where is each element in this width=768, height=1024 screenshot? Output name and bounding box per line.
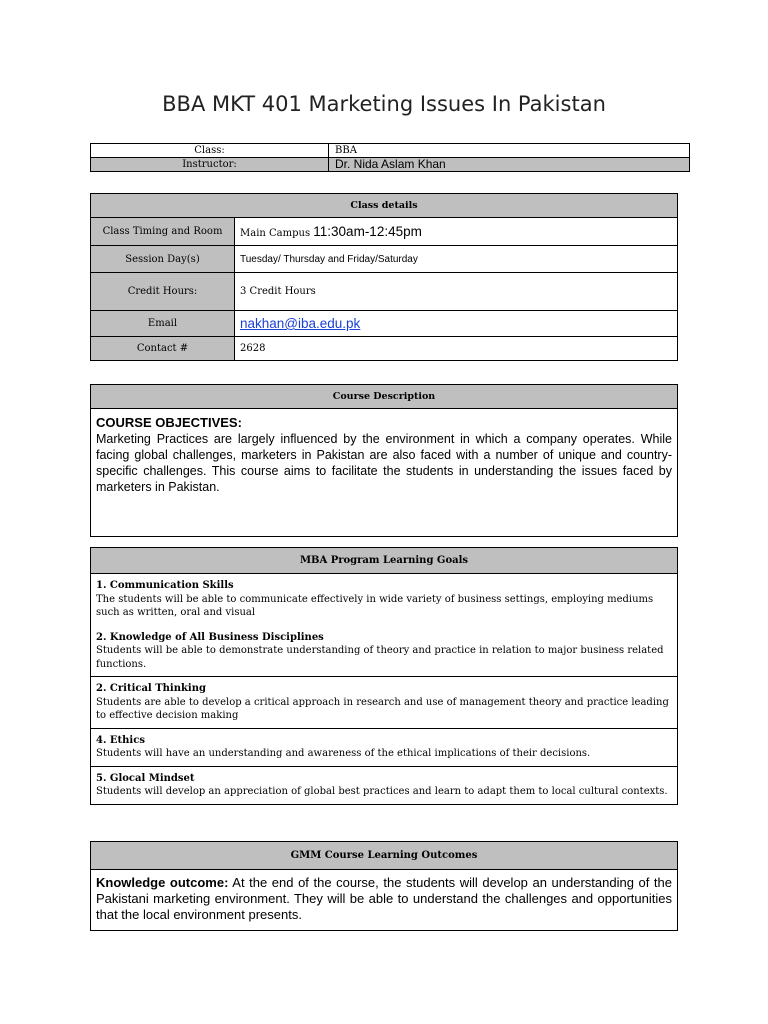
goal-text: Students will develop an appreciation of global best practices and learn to adapt them to local cultural contexts.: [96, 786, 668, 797]
class-details-header: Class details: [91, 194, 678, 218]
learning-goals-table: [90, 547, 678, 805]
timing-value: [235, 218, 678, 246]
objectives-text: Marketing Practices are largely influenced by the environment in which a company operates. While facing global challenges, marketers in Pakistan are also faced with a number of unique and country-specific challenges. This course aims to facilitate the students in understanding the issues faced by marketers in Pakistan.: [96, 432, 672, 494]
class-info-table: [90, 143, 690, 172]
days-value: Tuesday/ Thursday and Friday/Saturday: [235, 246, 678, 273]
learning-outcomes-body: [91, 870, 678, 931]
goal-title: 2. Critical Thinking: [96, 683, 206, 694]
days-label: Session Day(s): [91, 246, 235, 273]
instructor-label: Instructor:: [91, 158, 329, 172]
goal-group-2: [91, 677, 678, 729]
outcome-text: At the end of the course, the students will develop an understanding of the Pakistani marketing environment. They will be able to understand the challenges and opportunities that the local environment presents.: [96, 875, 672, 922]
learning-outcomes-header: GMM Course Learning Outcomes: [91, 842, 678, 870]
credit-label: Credit Hours:: [91, 273, 235, 311]
goal-text: The students will be able to communicate effectively in wide variety of business settings, employing mediums such as written, oral and visual: [96, 593, 654, 618]
goal-text: Students will be able to demonstrate understanding of theory and practice in relation to major business related functions.: [96, 645, 664, 670]
course-description-body: [91, 409, 678, 537]
timing-time: 11:30am-12:45pm: [313, 224, 422, 239]
class-details-table: [90, 193, 678, 361]
goal-title: 5. Glocal Mindset: [96, 772, 195, 784]
timing-room: Main Campus: [240, 228, 311, 239]
learning-goals-header: MBA Program Learning Goals: [91, 548, 678, 574]
email-link[interactable]: nakhan@iba.edu.pk: [240, 316, 361, 331]
email-cell: [235, 311, 678, 337]
goal-group-4: [91, 766, 678, 804]
goal-title: 4. Ethics: [96, 734, 145, 746]
goal-title: 1. Communication Skills: [96, 580, 234, 591]
goal-group-1: [91, 574, 678, 677]
instructor-row: [91, 158, 690, 172]
contact-label: Contact #: [91, 337, 235, 361]
goal-text: Students will have an understanding and awareness of the ethical implications of their decisions.: [96, 748, 591, 759]
goal-group-3: [91, 728, 678, 766]
goal-title: 2. Knowledge of All Business Disciplines: [96, 631, 324, 643]
course-description-table: [90, 384, 678, 537]
timing-label: Class Timing and Room: [91, 218, 235, 246]
email-label: Email: [91, 311, 235, 337]
class-row: [91, 144, 690, 158]
credit-value: 3 Credit Hours: [235, 273, 678, 311]
class-value: BBA: [329, 144, 690, 158]
instructor-value: Dr. Nida Aslam Khan: [329, 158, 690, 172]
outcome-label: Knowledge outcome:: [96, 875, 229, 890]
learning-outcomes-table: [90, 841, 678, 931]
class-label: Class:: [91, 144, 329, 158]
contact-value: 2628: [235, 337, 678, 361]
objectives-heading: COURSE OBJECTIVES:: [96, 415, 242, 430]
page-title: BBA MKT 401 Marketing Issues In Pakistan: [162, 92, 606, 116]
goal-text: Students are able to develop a critical approach in research and use of management theory and practice leading to effective decision making: [96, 696, 669, 721]
course-description-header: Course Description: [91, 385, 678, 409]
